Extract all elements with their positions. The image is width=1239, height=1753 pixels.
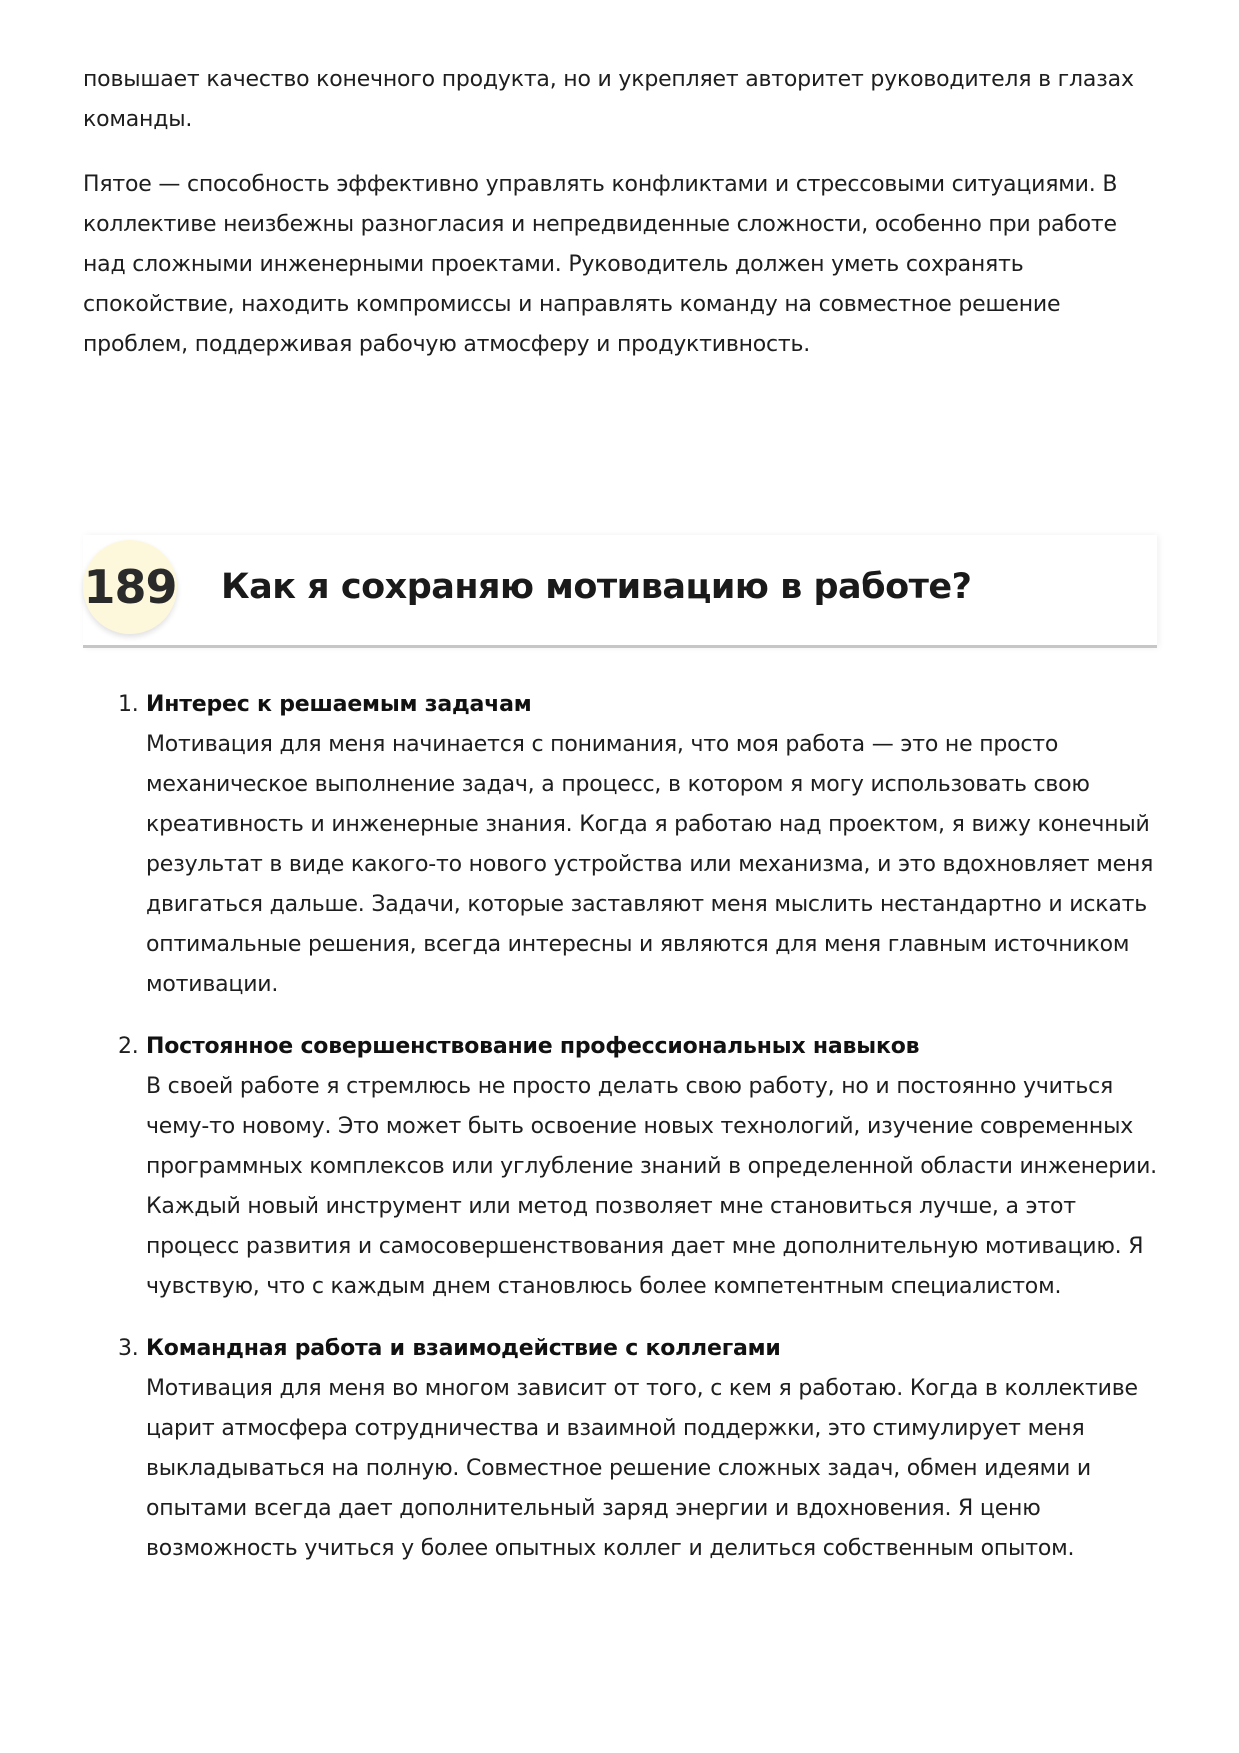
list-item-body: Мотивация для меня во многом зависит от того, с кем я работаю. Когда в коллективе царит атмосфера сотрудничества и взаимной поддержки, это стимулирует меня выкладываться на полную. Совместное решение сложных задач, обмен идеями и опытами всегда дает дополнительный заряд энергии и вдохновения. Я ценю возможность учиться у более опытных коллег и делиться собственным опытом. [146, 1376, 1138, 1561]
list-item-heading: Интерес к решаемым задачам [146, 692, 532, 717]
question-title: Как я сохраняю мотивацию в работе? [221, 567, 972, 607]
list-item [83, 685, 1163, 1005]
question-header [83, 535, 1157, 648]
list-item-number: 3. [118, 1336, 139, 1361]
question-number-badge: 189 [83, 540, 177, 634]
list-item-number: 1. [118, 692, 139, 717]
list-item-heading: Постоянное совершенствование профессиональных навыков [146, 1034, 920, 1059]
list-item-number: 2. [118, 1034, 139, 1059]
answer-list [83, 685, 1163, 1591]
list-item [83, 1329, 1163, 1569]
list-item-body: Мотивация для меня начинается с понимания, что моя работа — это не просто механическое выполнение задач, а процесс, в котором я могу использовать свою креативность и инженерные знания. Когда я работаю над проектом, я вижу конечный результат в виде какого-то нового устройства или механизма, и это вдохновляет меня двигаться дальше. Задачи, которые заставляют меня мыслить нестандартно и искать оптимальные решения, всегда интересны и являются для меня главным источником мотивации. [146, 732, 1154, 997]
intro-paragraph-2: Пятое — способность эффективно управлять конфликтами и стрессовыми ситуациями. В коллективе неизбежны разногласия и непредвиденные сложности, особенно при работе над сложными инженерными проектами. Руководитель должен уметь сохранять спокойствие, находить компромиссы и направлять команду на совместное решение проблем, поддерживая рабочую атмосферу и продуктивность. [83, 172, 1118, 357]
list-item-body: В своей работе я стремлюсь не просто делать свою работу, но и постоянно учиться чему-то новому. Это может быть освоение новых технологий, изучение современных программных комплексов или углубление знаний в определенной области инженерии. Каждый новый инструмент или метод позволяет мне становиться лучше, а этот процесс развития и самосовершенствования дает мне дополнительную мотивацию. Я чувствую, что с каждым днем становлюсь более компетентным специалистом. [146, 1074, 1157, 1299]
intro-paragraph-1: повышает качество конечного продукта, но и укрепляет авторитет руководителя в глазах команды. [83, 67, 1134, 132]
list-item [83, 1027, 1163, 1307]
list-item-heading: Командная работа и взаимодействие с коллегами [146, 1336, 781, 1361]
